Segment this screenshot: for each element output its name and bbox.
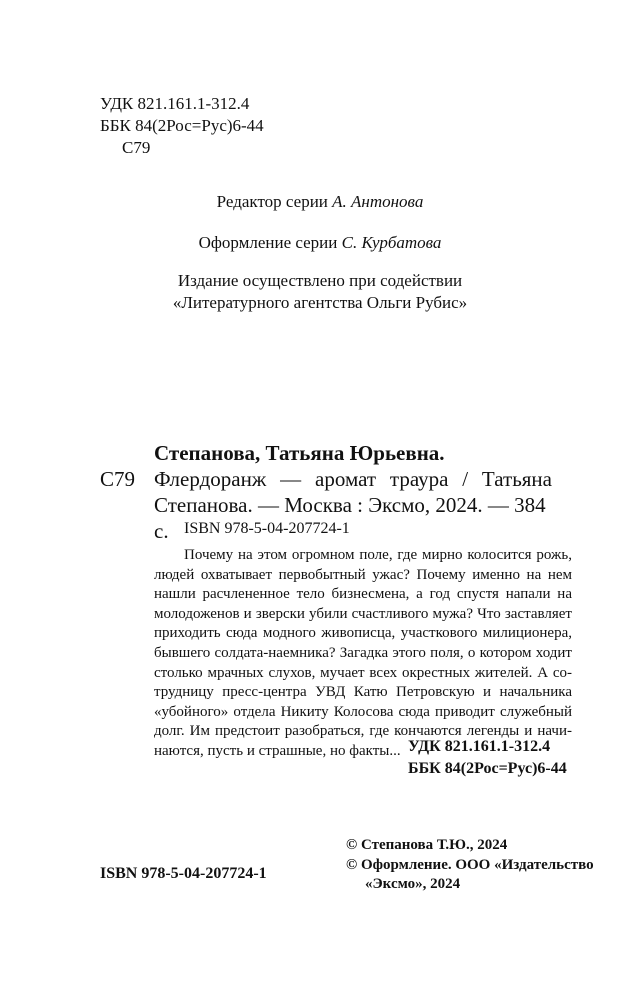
annotation-line: молодоженов и зверски убили счастливого мужа? Что заставляет xyxy=(154,605,572,622)
copyright-line-1: © Степанова Т.Ю., 2024 xyxy=(346,837,508,853)
catalog-isbn: ISBN 978-5-04-207724-1 xyxy=(184,520,350,537)
series-design-name: С. Курбатова xyxy=(341,233,442,252)
udk-code: УДК 821.161.1-312.4 xyxy=(100,94,250,113)
udk-code-right: УДК 821.161.1-312.4 xyxy=(408,738,551,755)
annotation-line: «убойного» отдела Никиту Колосова сюда приводит служебный xyxy=(154,703,572,720)
catalog-title-line-2: Степанова. — Москва : Эксмо, 2024. — 384 с. xyxy=(154,493,546,543)
author-mark: С79 xyxy=(122,138,151,157)
bbk-code-right: ББК 84(2Рос=Рус)6-44 xyxy=(408,760,567,777)
annotation-line: столько мрачных слухов, мучает всех окрестных жителей. А со- xyxy=(154,664,572,681)
annotation-line: наются, пусть и страшные, но факты... xyxy=(154,742,401,759)
series-editor-credit xyxy=(0,191,640,213)
bbk-code: ББК 84(2Рос=Рус)6-44 xyxy=(100,116,264,135)
annotation-line: нашли расчлененное тело бизнесмена, а год спустя напали на xyxy=(154,586,572,603)
series-design-credit xyxy=(0,232,640,254)
annotation-line: людей охватывает первобытный ужас? Почему именно на нем xyxy=(154,566,572,583)
classification-block-right xyxy=(408,736,567,780)
annotation-line: приходить сюда модного живописца, участкового милиционера, xyxy=(154,625,572,642)
copyright-line-3: «Эксмо», 2024 xyxy=(365,876,461,892)
annotation-line: трудницу пресс-центра УВД Катю Петровскую и начальника xyxy=(154,684,572,701)
catalog-title-line-1: Флердоранж — аромат траура / Татьяна xyxy=(154,467,552,491)
catalog-mark: С79 xyxy=(100,467,136,491)
annotation-line: долг. Им предстоит разобраться, где кончаются легенды и начи- xyxy=(154,723,572,740)
series-editor-label: Редактор серии xyxy=(216,192,333,211)
catalog-author: Степанова, Татьяна Юрьевна. xyxy=(154,441,445,465)
series-editor-name: А. Антонова xyxy=(332,192,424,211)
support-line-2: «Литературного агентства Ольги Рубис» xyxy=(172,293,468,312)
classification-block xyxy=(100,93,264,159)
annotation xyxy=(154,546,572,762)
annotation-line: бывшего солдата-наемника? Загадка этого поля, о котором ходит xyxy=(154,644,572,661)
series-design-label: Оформление серии xyxy=(198,233,342,252)
annotation-line: Почему на этом огромном поле, где мирно колосится рожь, xyxy=(184,547,572,563)
support-line-1: Издание осуществлено при содействии xyxy=(177,271,463,290)
copyright-block xyxy=(346,836,594,895)
copyright-line-2: © Оформление. ООО «Издательство xyxy=(346,856,594,873)
support-notice xyxy=(0,270,640,314)
isbn-bottom: ISBN 978-5-04-207724-1 xyxy=(100,865,267,882)
